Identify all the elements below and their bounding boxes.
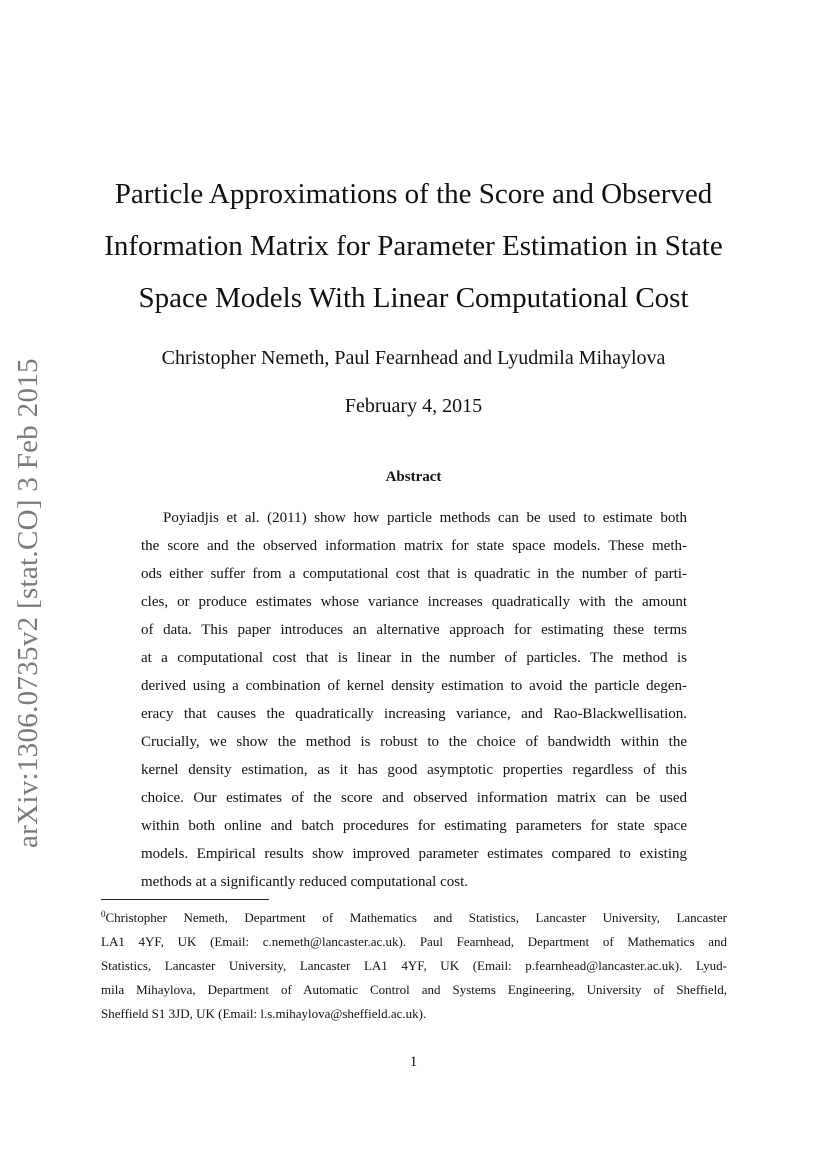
abstract-line: methods at a significantly reduced computational cost. xyxy=(141,874,468,890)
abstract-line: cles, or produce estimates whose variance increases quadratically with the amount xyxy=(141,594,687,610)
abstract-line: of data. This paper introduces an alternative approach for estimating these terms xyxy=(141,622,687,638)
abstract-line: kernel density estimation, as it has good asymptotic properties regardless of this xyxy=(141,762,687,778)
abstract-line: Poyiadjis et al. (2011) show how particle methods can be used to estimate both xyxy=(163,510,687,526)
paper-title xyxy=(60,168,767,324)
footnote-line-text: Christopher Nemeth, Department of Mathematics and Statistics, Lancaster University, Lancaster xyxy=(105,910,727,925)
publication-date: February 4, 2015 xyxy=(344,395,483,417)
abstract-line: eracy that causes the quadratically increasing variance, and Rao-Blackwellisation. xyxy=(141,706,687,722)
abstract-line: the score and the observed information matrix for state space models. These meth- xyxy=(141,538,687,554)
title-line: Information Matrix for Parameter Estimation in State xyxy=(104,230,723,262)
abstract-line: choice. Our estimates of the score and observed information matrix can be used xyxy=(141,790,687,806)
abstract-heading: Abstract xyxy=(385,469,442,485)
title-line: Space Models With Linear Computational Cost xyxy=(138,282,689,314)
abstract-line: models. Empirical results show improved parameter estimates compared to existing xyxy=(141,846,687,862)
footnote-divider xyxy=(101,899,269,900)
footnote-line: mila Mihaylova, Department of Automatic Control and Systems Engineering, University of Sheffield, xyxy=(101,982,727,997)
abstract-line: ods either suffer from a computational cost that is quadratic in the number of parti- xyxy=(141,566,687,582)
author-list: Christopher Nemeth, Paul Fearnhead and Lyudmila Mihaylova xyxy=(161,347,666,369)
page-number: 1 xyxy=(409,1054,418,1070)
footnote-marker: 0 xyxy=(101,909,106,919)
footnote-line: Statistics, Lancaster University, Lancaster LA1 4YF, UK (Email: p.fearnhead@lancaster.ac.uk). Lyud- xyxy=(101,958,727,973)
title-line: Particle Approximations of the Score and Observed xyxy=(114,178,713,210)
abstract-line: Crucially, we show the method is robust to the choice of bandwidth within the xyxy=(141,734,687,750)
abstract-line: at a computational cost that is linear in the number of particles. The method is xyxy=(141,650,687,666)
abstract-line: derived using a combination of kernel density estimation to avoid the particle degen- xyxy=(141,678,687,694)
footnote-line: LA1 4YF, UK (Email: c.nemeth@lancaster.ac.uk). Paul Fearnhead, Department of Mathematics and xyxy=(101,934,727,949)
abstract-line: within both online and batch procedures for estimating parameters for state space xyxy=(141,818,687,834)
arxiv-identifier-stamp: arXiv:1306.0735v2 [stat.CO] 3 Feb 2015 xyxy=(12,358,44,848)
author-affiliation-footnote xyxy=(101,902,727,1026)
footnote-line: Sheffield S1 3JD, UK (Email: l.s.mihaylova@sheffield.ac.uk). xyxy=(101,1006,427,1021)
abstract-body xyxy=(141,504,687,896)
footnote-line xyxy=(101,902,727,930)
